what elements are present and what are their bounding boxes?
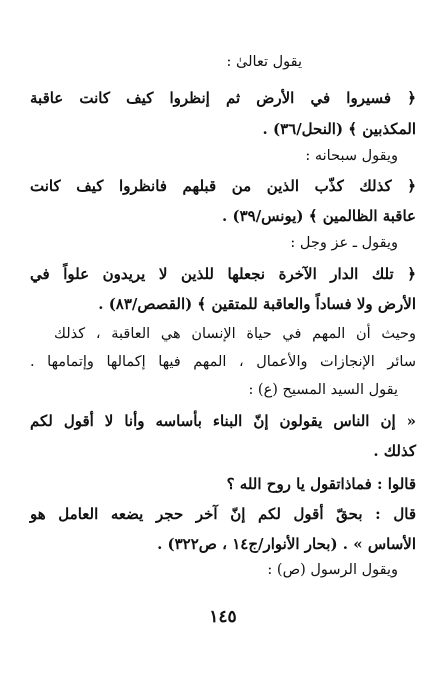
quran-verse-1-line-1: ﴿ فسيروا في الأرض ثم إنظروا كيف كانت عاقبة xyxy=(30,89,416,107)
quote-intro: يقول السيد المسيح (ع) : xyxy=(248,382,398,398)
quran-verse-2-line-2: عاقبة الظالمين ﴾ (يونس/٣٩) . xyxy=(222,207,416,225)
quran-verse-3-line-2: الأرض ولا فساداً والعاقبة للمتقين ﴾ (القصص/٨٣) . xyxy=(98,295,416,313)
verse-intro-1: يقول تعالىٰ : xyxy=(226,54,302,70)
quran-verse-2-line-1: ﴿ كذلك كذّب الذين من قبلهم فانظروا كيف كانت xyxy=(30,177,416,195)
paragraph-line-1: وحيث أن المهم في حياة الإنسان هي العاقبة ، كذلك xyxy=(54,326,416,342)
quran-verse-1-line-2: المكذبين ﴾ (النحل/٣٦) . xyxy=(262,120,416,138)
hadith-intro: ويقول الرسول (ص) : xyxy=(267,562,398,578)
quran-verse-3-line-1: ﴿ تلك الدار الآخرة نجعلها للذين لا يريدون علواً في xyxy=(30,265,416,283)
quote-line-5: الأساس » . (بحار الأنوار/ج١٤ ، ص٣٢٢) . xyxy=(157,535,416,553)
quote-line-4: قال : بحقّ أقول لكم إنّ آخر حجر يضعه العامل هو xyxy=(30,505,416,523)
verse-intro-3: ويقول ـ عز وجل : xyxy=(290,235,398,251)
paragraph-line-2: سائر الإنجازات والأعمال ، المهم فيها إكمالها وإتمامها . xyxy=(30,354,416,370)
verse-intro-2: ويقول سبحانه : xyxy=(305,148,398,164)
quote-line-3: قالوا : فماذاتقول يا روح الله ؟ xyxy=(226,475,416,493)
quote-line-2: كذلك . xyxy=(373,442,416,460)
quote-line-1: « إن الناس يقولون إنّ البناء بأساسه وأنا لا أقول لكم xyxy=(30,412,416,430)
page-number: ١٤٥ xyxy=(209,607,237,627)
